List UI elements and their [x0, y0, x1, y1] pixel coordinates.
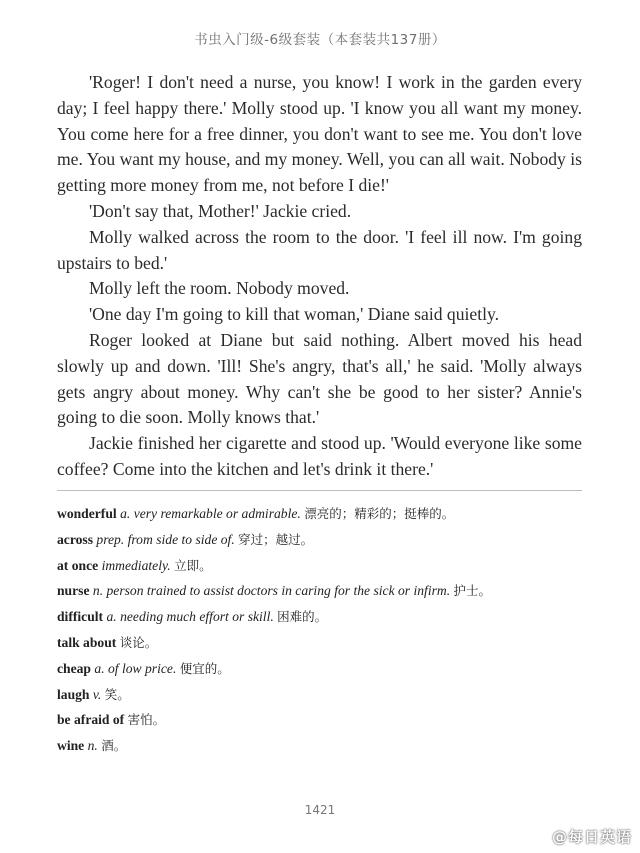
story-paragraph: Roger looked at Diane but said nothing. Albert moved his head slowly up and down. 'Ill! She's angry, that's all,' he said. 'Molly always gets angry about money. Why can't she be good to her sister? Annie's going to die soon. Molly knows that.' [57, 329, 582, 428]
glossary-item [57, 707, 582, 733]
glossary-definition: from side to side of. [127, 531, 235, 547]
story-paragraph: 'One day I'm going to kill that woman,' Diane said quietly. [89, 304, 500, 325]
glossary-pos: v. [92, 686, 102, 702]
glossary-definition: person trained to assist doctors in caring for the sick or infirm. [106, 583, 451, 599]
book-title-header: 书虫入门级-6级套装（本套装共137册） [194, 32, 446, 48]
vocabulary-glossary [57, 501, 582, 759]
glossary-chinese: 穿过；越过。 [238, 531, 314, 547]
glossary-chinese: 谈论。 [119, 634, 158, 650]
glossary-pos: prep. [96, 531, 125, 547]
glossary-term: at once [57, 557, 99, 573]
glossary-pos: a. [120, 506, 131, 521]
glossary-term: wonderful [57, 506, 117, 521]
story-paragraph: Jackie finished her cigarette and stood up. 'Would everyone like some coffee? Come into the kitchen and let's drink it there.' [57, 433, 582, 479]
glossary-term: talk about [57, 634, 117, 650]
story-paragraph: 'Roger! I don't need a nurse, you know! I work in the garden every day; I feel happy there.' Molly stood up. 'I know you all want my money. You come here for a free dinner, you don't want to see me. You don't love me. You want my house, and my money. Well, you can all wait. Nobody is getting more money from me, not before I die!' [57, 72, 582, 196]
glossary-item [57, 656, 582, 682]
page-number: 1421 [304, 803, 336, 817]
watermark: @每日英语 [551, 828, 632, 846]
story-paragraph: 'Don't say that, Mother!' Jackie cried. [89, 200, 352, 221]
glossary-item [57, 682, 582, 708]
glossary-item [57, 578, 582, 604]
glossary-chinese: 害怕。 [127, 712, 166, 728]
story-paragraph: Molly left the room. Nobody moved. [89, 278, 350, 299]
glossary-pos: n. [92, 583, 104, 599]
story-text [57, 70, 582, 483]
glossary-chinese: 酒。 [101, 738, 127, 754]
glossary-item [57, 630, 582, 656]
glossary-chinese: 护士。 [453, 583, 492, 599]
glossary-pos: a. [106, 609, 117, 625]
glossary-term: nurse [57, 583, 90, 599]
glossary-term: difficult [57, 609, 104, 625]
glossary-item [57, 553, 582, 579]
glossary-item [57, 604, 582, 630]
glossary-chinese: 便宜的。 [179, 660, 230, 676]
glossary-term: across [57, 531, 93, 547]
glossary-item [57, 527, 582, 553]
glossary-term: be afraid of [57, 712, 125, 728]
glossary-definition: of low price. [108, 660, 177, 676]
glossary-item [57, 501, 582, 527]
glossary-chinese: 困难的。 [277, 609, 328, 625]
glossary-definition: needing much effort or skill. [120, 609, 274, 625]
glossary-chinese: 漂亮的；精彩的；挺棒的。 [304, 506, 455, 521]
glossary-divider [57, 490, 582, 491]
glossary-item [57, 733, 582, 759]
glossary-pos: n. [87, 738, 98, 754]
glossary-definition: immediately. [101, 557, 171, 573]
glossary-term: cheap [57, 660, 91, 676]
glossary-term: laugh [57, 686, 90, 702]
glossary-term: wine [57, 738, 85, 754]
glossary-chinese: 笑。 [104, 686, 130, 702]
glossary-chinese: 立即。 [174, 557, 212, 573]
story-paragraph: Molly walked across the room to the door. 'I feel ill now. I'm going upstairs to bed.' [57, 226, 582, 273]
glossary-pos: a. [94, 660, 105, 676]
glossary-definition: very remarkable or admirable. [133, 506, 301, 521]
